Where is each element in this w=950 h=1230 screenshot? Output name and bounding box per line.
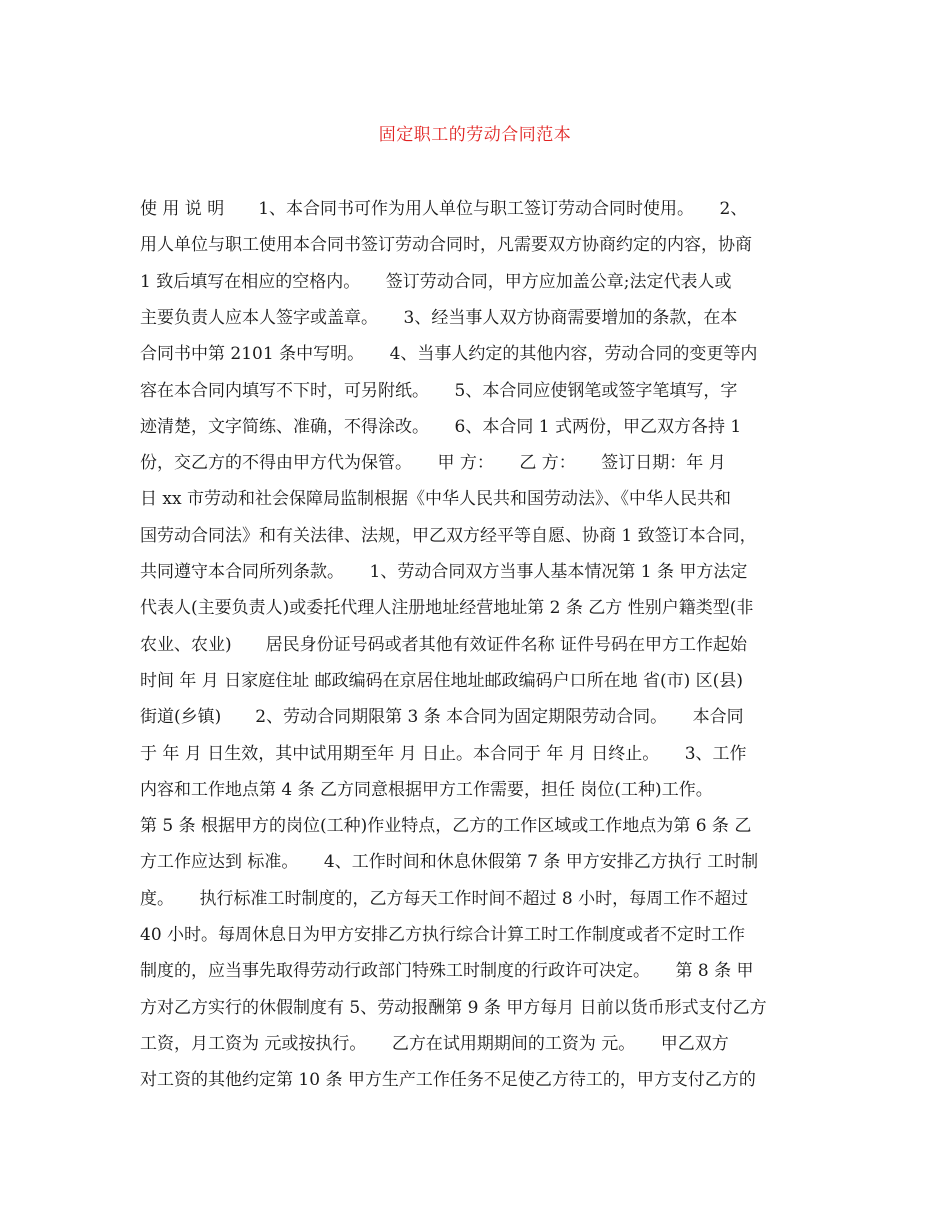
body-text-line: 农业、农业) 居民身份证号码或者其他有效证件名称 证件号码在甲方工作起始 bbox=[140, 635, 748, 655]
body-text-line: 份，交乙方的不得由甲方代为保管。 甲 方： 乙 方： 签订日期：年 月 bbox=[140, 453, 726, 473]
body-text-line: 制度的，应当事先取得劳动行政部门特殊工时制度的行政许可决定。 第 8 条 甲 bbox=[140, 961, 754, 981]
body-text-line: 迹清楚，文字简练、准确，不得涂改。 6、本合同 1 式两份，甲乙双方各持 1 bbox=[140, 417, 742, 437]
body-text-line: 于 年 月 日生效，其中试用期至年 月 日止。本合同于 年 月 日终止。 3、工作 bbox=[140, 744, 747, 764]
body-text-line: 日 xx 市劳动和社会保障局监制根据《中华人民共和国劳动法》、《中华人民共和 bbox=[140, 489, 731, 509]
body-text-line: 共同遵守本合同所列条款。 1、劳动合同双方当事人基本情况第 1 条 甲方法定 bbox=[140, 562, 748, 582]
body-text-line: 度。 执行标准工时制度的，乙方每天工作时间不超过 8 小时，每周工作不超过 bbox=[140, 889, 749, 909]
body-text-line: 合同书中第 2101 条中写明。 4、当事人约定的其他内容，劳动合同的变更等内 bbox=[140, 344, 758, 364]
body-text-line: 主要负责人应本人签字或盖章。 3、经当事人双方协商需要增加的条款，在本 bbox=[140, 308, 738, 328]
body-text-line: 用人单位与职工使用本合同书签订劳动合同时，凡需要双方协商约定的内容，协商 bbox=[140, 235, 752, 255]
body-text-line: 方工作应达到 标准。 4、工作时间和休息休假第 7 条 甲方安排乙方执行 工时制 bbox=[140, 852, 759, 872]
body-text-line: 使 用 说 明 1、本合同书可作为用人单位与职工签订劳动合同时使用。 2、 bbox=[140, 199, 748, 219]
body-text-line: 容在本合同内填写不下时，可另附纸。 5、本合同应使钢笔或签字笔填写，字 bbox=[140, 381, 738, 401]
document-title: 固定职工的劳动合同范本 bbox=[378, 125, 572, 145]
body-text-line: 40 小时。每周休息日为甲方安排乙方执行综合计算工时工作制度或者不定时工作 bbox=[140, 925, 746, 945]
body-text-line: 1 致后填写在相应的空格内。 签订劳动合同，甲方应加盖公章;法定代表人或 bbox=[140, 272, 732, 292]
body-text-line: 第 5 条 根据甲方的岗位(工种)作业特点，乙方的工作区域或工作地点为第 6 条 乙 bbox=[140, 816, 752, 836]
body-text-line: 方对乙方实行的休假制度有 5、劳动报酬第 9 条 甲方每月 日前以货币形式支付乙方 bbox=[140, 998, 767, 1018]
body-text-line: 街道(乡镇) 2、劳动合同期限第 3 条 本合同为固定期限劳动合同。 本合同 bbox=[140, 707, 744, 727]
body-text-line: 代表人(主要负责人)或委托代理人注册地址经营地址第 2 条 乙方 性别户籍类型(非 bbox=[140, 598, 754, 618]
body-text-line: 时间 年 月 日家庭住址 邮政编码在京居住地址邮政编码户口所在地 省(市) 区(县) bbox=[140, 671, 743, 691]
body-text-line: 工资，月工资为 元或按执行。 乙方在试用期期间的工资为 元。 甲乙双方 bbox=[140, 1034, 729, 1054]
body-text-line: 对工资的其他约定第 10 条 甲方生产工作任务不足使乙方待工的，甲方支付乙方的 bbox=[140, 1070, 756, 1090]
body-text-line: 内容和工作地点第 4 条 乙方同意根据甲方工作需要，担任 岗位(工种)工作。 bbox=[140, 780, 713, 800]
body-text-line: 国劳动合同法》和有关法律、法规，甲乙双方经平等自愿、协商 1 致签订本合同， bbox=[140, 526, 757, 546]
